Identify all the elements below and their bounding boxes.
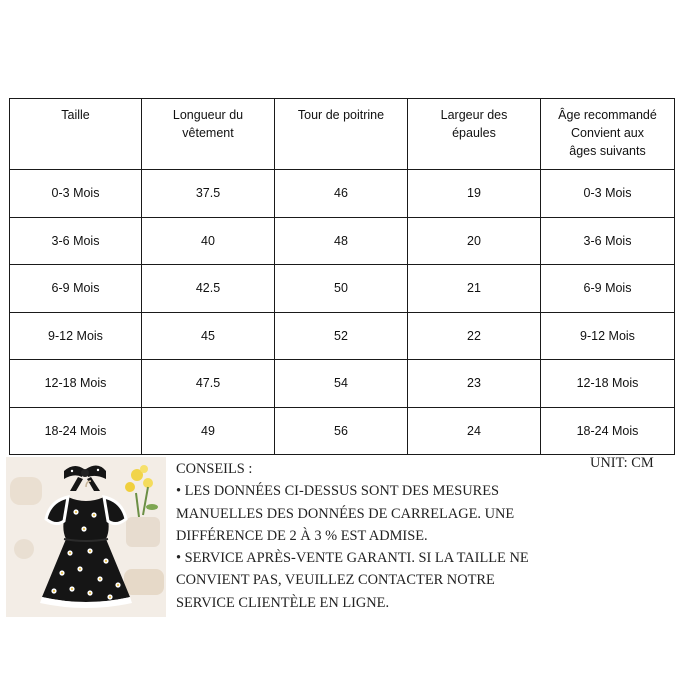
header-shoulder-width	[408, 99, 541, 170]
cell-size: 18-24 Mois	[10, 407, 142, 455]
table-row	[10, 265, 675, 313]
cell-chest: 56	[275, 407, 408, 455]
cell-chest: 52	[275, 312, 408, 360]
cell-shoulder: 23	[408, 360, 541, 408]
cell-size: 9-12 Mois	[10, 312, 142, 360]
cell-chest: 46	[275, 170, 408, 218]
notes-heading: CONSEILS :	[176, 461, 253, 477]
cell-age: 3-6 Mois	[541, 217, 675, 265]
cell-size: 12-18 Mois	[10, 360, 142, 408]
header-text: Taille	[61, 108, 90, 122]
notes-line: SERVICE CLIENTÈLE EN LIGNE.	[176, 594, 390, 611]
notes-line: • SERVICE APRÈS-VENTE GARANTI. SI LA TAILLE NE	[176, 550, 529, 567]
cell-length: 40	[142, 217, 275, 265]
header-text: vêtement	[182, 126, 234, 140]
table-row	[10, 407, 675, 455]
table-row	[10, 217, 675, 265]
cell-shoulder: 19	[408, 170, 541, 218]
notes-line: CONVIENT PAS, VEUILLEZ CONTACTER NOTRE	[176, 572, 495, 589]
cell-size: 0-3 Mois	[10, 170, 142, 218]
header-text: épaules	[452, 126, 496, 140]
cell-length: 42.5	[142, 265, 275, 313]
header-recommended-age	[541, 99, 675, 170]
header-text: Longueur du	[172, 108, 244, 122]
cell-size: 3-6 Mois	[10, 217, 142, 265]
cell-age: 18-24 Mois	[541, 407, 675, 455]
header-garment-length	[142, 99, 275, 170]
header-text: Tour de poitrine	[297, 108, 385, 122]
cell-length: 45	[142, 312, 275, 360]
cell-chest: 50	[275, 265, 408, 313]
header-text: Âge recommandé	[558, 108, 657, 122]
header-row	[10, 99, 675, 170]
notes-line: DIFFÉRENCE DE 2 À 3 % EST ADMISE.	[176, 527, 428, 544]
header-size	[10, 99, 142, 170]
table-row	[10, 360, 675, 408]
cell-shoulder: 24	[408, 407, 541, 455]
care-notes	[176, 458, 596, 614]
cell-chest: 48	[275, 217, 408, 265]
dress-illustration	[6, 457, 166, 617]
cell-shoulder: 20	[408, 217, 541, 265]
table-row	[10, 170, 675, 218]
header-text: Largeur des	[440, 108, 508, 122]
cell-shoulder: 21	[408, 265, 541, 313]
header-text: Convient aux	[571, 126, 644, 140]
cell-age: 12-18 Mois	[541, 360, 675, 408]
table-row	[10, 312, 675, 360]
cell-length: 37.5	[142, 170, 275, 218]
cell-chest: 54	[275, 360, 408, 408]
header-chest	[275, 99, 408, 170]
header-text: âges suivants	[569, 144, 646, 158]
notes-line: MANUELLES DES DONNÉES DE CARRELAGE. UNE	[176, 505, 515, 522]
notes-line: • LES DONNÉES CI-DESSUS SONT DES MESURES	[176, 483, 500, 500]
size-chart-table	[9, 98, 675, 455]
cell-age: 0-3 Mois	[541, 170, 675, 218]
cell-length: 49	[142, 407, 275, 455]
cell-size: 6-9 Mois	[10, 265, 142, 313]
unit-label: UNIT: CM	[590, 455, 654, 471]
product-photo	[6, 457, 166, 617]
cell-length: 47.5	[142, 360, 275, 408]
cell-shoulder: 22	[408, 312, 541, 360]
cell-age: 9-12 Mois	[541, 312, 675, 360]
cell-age: 6-9 Mois	[541, 265, 675, 313]
